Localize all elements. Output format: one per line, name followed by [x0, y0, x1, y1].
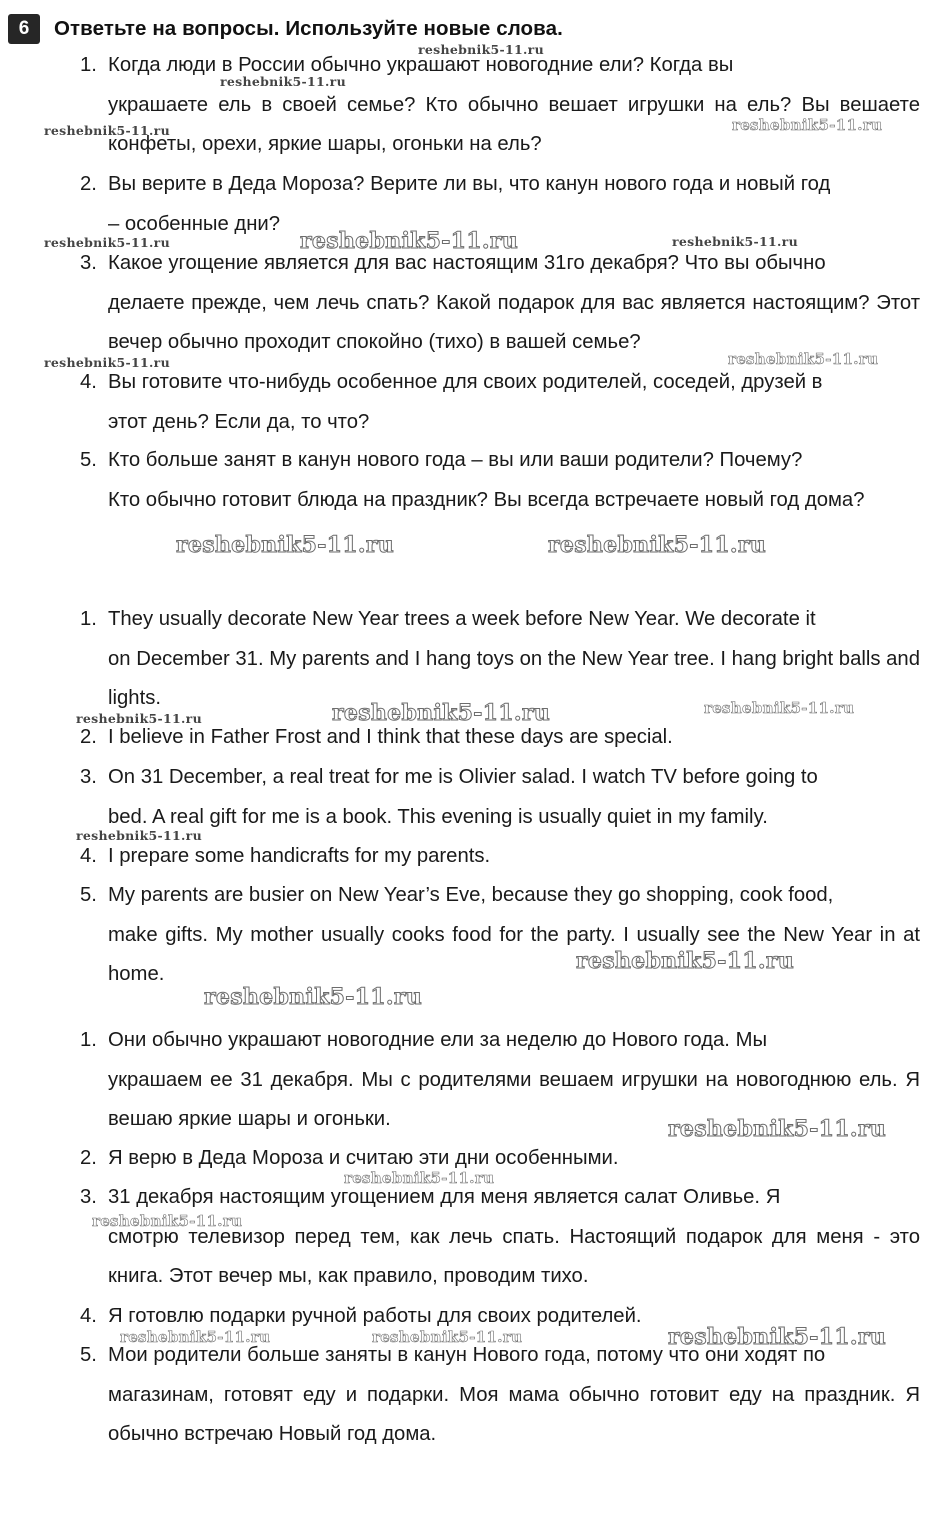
watermark: reshebnik5-11.ru [44, 123, 170, 138]
answer-en-item [80, 837, 920, 877]
item-number: 2. [80, 1147, 97, 1169]
watermark: reshebnik5-11.ru [220, 74, 346, 89]
item-number: 1. [80, 1029, 97, 1051]
item-number: 5. [80, 884, 97, 906]
exercise-header [8, 12, 563, 46]
item-first-line: 5. My parents are busier on New Year’s Eve, because they go shopping, cook food, [80, 876, 920, 916]
watermark: reshebnik5-11.ru [76, 711, 202, 726]
item-continuation: украшаем ее 31 декабря. Мы с родителями вешаем игрушки на новогоднюю ель. Я вешаю яркие шары и огоньки. [108, 1068, 920, 1130]
item-number: 4. [80, 845, 97, 867]
item-continuation: магазинам, готовят еду и подарки. Моя мама обычно готовит еду на праздник. Я обычно встречаю Новый год дома. [108, 1383, 920, 1445]
watermark: reshebnik5-11.ru [176, 532, 395, 558]
item-continuation: bed. A real gift for me is a book. This evening is usually quiet in my family. [108, 805, 768, 828]
item-number: 3. [80, 252, 97, 274]
item-first-line: 2. Вы верите в Деда Мороза? Верите ли вы, что канун нового года и новый год [80, 165, 920, 205]
watermark: reshebnik5-11.ru [344, 1169, 495, 1187]
exercise-number-badge: 6 [8, 14, 40, 44]
item-continuation: on December 31. My parents and I hang toys on the New Year tree. I hang bright balls and lights. [108, 647, 920, 709]
item-number: 2. [80, 726, 97, 748]
answer-ru-item [80, 1178, 920, 1297]
watermark: reshebnik5-11.ru [44, 355, 170, 370]
watermark: reshebnik5-11.ru [668, 1324, 887, 1350]
watermark: reshebnik5-11.ru [732, 116, 883, 134]
item-first-line: 4. Я готовлю подарки ручной работы для своих родителей. [80, 1297, 920, 1337]
watermark: reshebnik5-11.ru [672, 234, 798, 249]
item-continuation: смотрю телевизор перед тем, как лечь спать. Настоящий подарок для меня - это книга. Этот вечер мы, как правило, проводим тихо. [108, 1225, 920, 1287]
watermark: reshebnik5-11.ru [418, 42, 544, 57]
question-item [80, 363, 920, 442]
item-first-line: 4. Вы готовите что-нибудь особенное для своих родителей, соседей, друзей в [80, 363, 920, 403]
watermark: reshebnik5-11.ru [204, 984, 423, 1010]
item-number: 4. [80, 1305, 97, 1327]
exercise-title: Ответьте на вопросы. Используйте новые слова. [54, 17, 563, 40]
answer-ru-item [80, 1336, 920, 1455]
item-first-line: 1. Когда люди в России обычно украшают новогодние ели? Когда вы [80, 46, 920, 86]
watermark: reshebnik5-11.ru [704, 699, 855, 717]
item-number: 3. [80, 766, 97, 788]
question-item [80, 46, 920, 165]
item-continuation: этот день? Если да, то что? [108, 410, 370, 433]
item-number: 5. [80, 449, 97, 471]
item-continuation: make gifts. My mother usually cooks food for the party. I usually see the New Year in at home. [108, 923, 920, 985]
question-item [80, 441, 920, 520]
item-first-line: 3. 31 декабря настоящим угощением для меня является салат Оливье. Я [80, 1178, 920, 1218]
watermark: reshebnik5-11.ru [44, 235, 170, 250]
item-continuation: – особенные дни? [108, 212, 281, 235]
question-item [80, 244, 920, 363]
item-first-line: 2. I believe in Father Frost and I think that these days are special. [80, 718, 920, 758]
item-number: 3. [80, 1186, 97, 1208]
item-first-line: 3. Какое угощение является для вас настоящим 31го декабря? Что вы обычно [80, 244, 920, 284]
item-first-line: 4. I prepare some handicrafts for my parents. [80, 837, 920, 877]
item-first-line: 2. Я верю в Деда Мороза и считаю эти дни особенными. [80, 1139, 920, 1179]
item-first-line: 5. Мои родители больше заняты в канун Нового года, потому что они ходят по [80, 1336, 920, 1376]
item-first-line: 3. On 31 December, a real treat for me is Olivier salad. I watch TV before going to [80, 758, 920, 798]
item-continuation: делаете прежде, чем лечь спать? Какой подарок для вас является настоящим? Этот вечер обычно проходит спокойно (тихо) в вашей семье? [108, 291, 920, 353]
watermark: reshebnik5-11.ru [548, 532, 767, 558]
item-continuation: украшаете ель в своей семье? Кто обычно вешает игрушки на ель? Вы вешаете конфеты, орехи, яркие шары, огоньки на ель? [108, 93, 920, 155]
item-first-line: 1. They usually decorate New Year trees a week before New Year. We decorate it [80, 600, 920, 640]
item-continuation: Кто обычно готовит блюда на праздник? Вы всегда встречаете новый год дома? [108, 488, 865, 511]
watermark: reshebnik5-11.ru [372, 1328, 523, 1346]
watermark: reshebnik5-11.ru [92, 1212, 243, 1230]
item-number: 1. [80, 54, 97, 76]
watermark: reshebnik5-11.ru [576, 948, 795, 974]
watermark: reshebnik5-11.ru [300, 228, 519, 254]
item-number: 2. [80, 173, 97, 195]
watermark: reshebnik5-11.ru [332, 700, 551, 726]
item-number: 1. [80, 608, 97, 630]
item-number: 5. [80, 1344, 97, 1366]
item-number: 4. [80, 371, 97, 393]
watermark: reshebnik5-11.ru [668, 1116, 887, 1142]
item-first-line: 1. Они обычно украшают новогодние ели за неделю до Нового года. Мы [80, 1021, 920, 1061]
watermark: reshebnik5-11.ru [120, 1328, 271, 1346]
answer-en-item [80, 876, 920, 995]
answer-ru-item [80, 1139, 920, 1179]
watermark: reshebnik5-11.ru [728, 350, 879, 368]
answer-en-item [80, 758, 920, 837]
watermark: reshebnik5-11.ru [76, 828, 202, 843]
item-first-line: 5. Кто больше занят в канун нового года – вы или ваши родители? Почему? [80, 441, 920, 481]
